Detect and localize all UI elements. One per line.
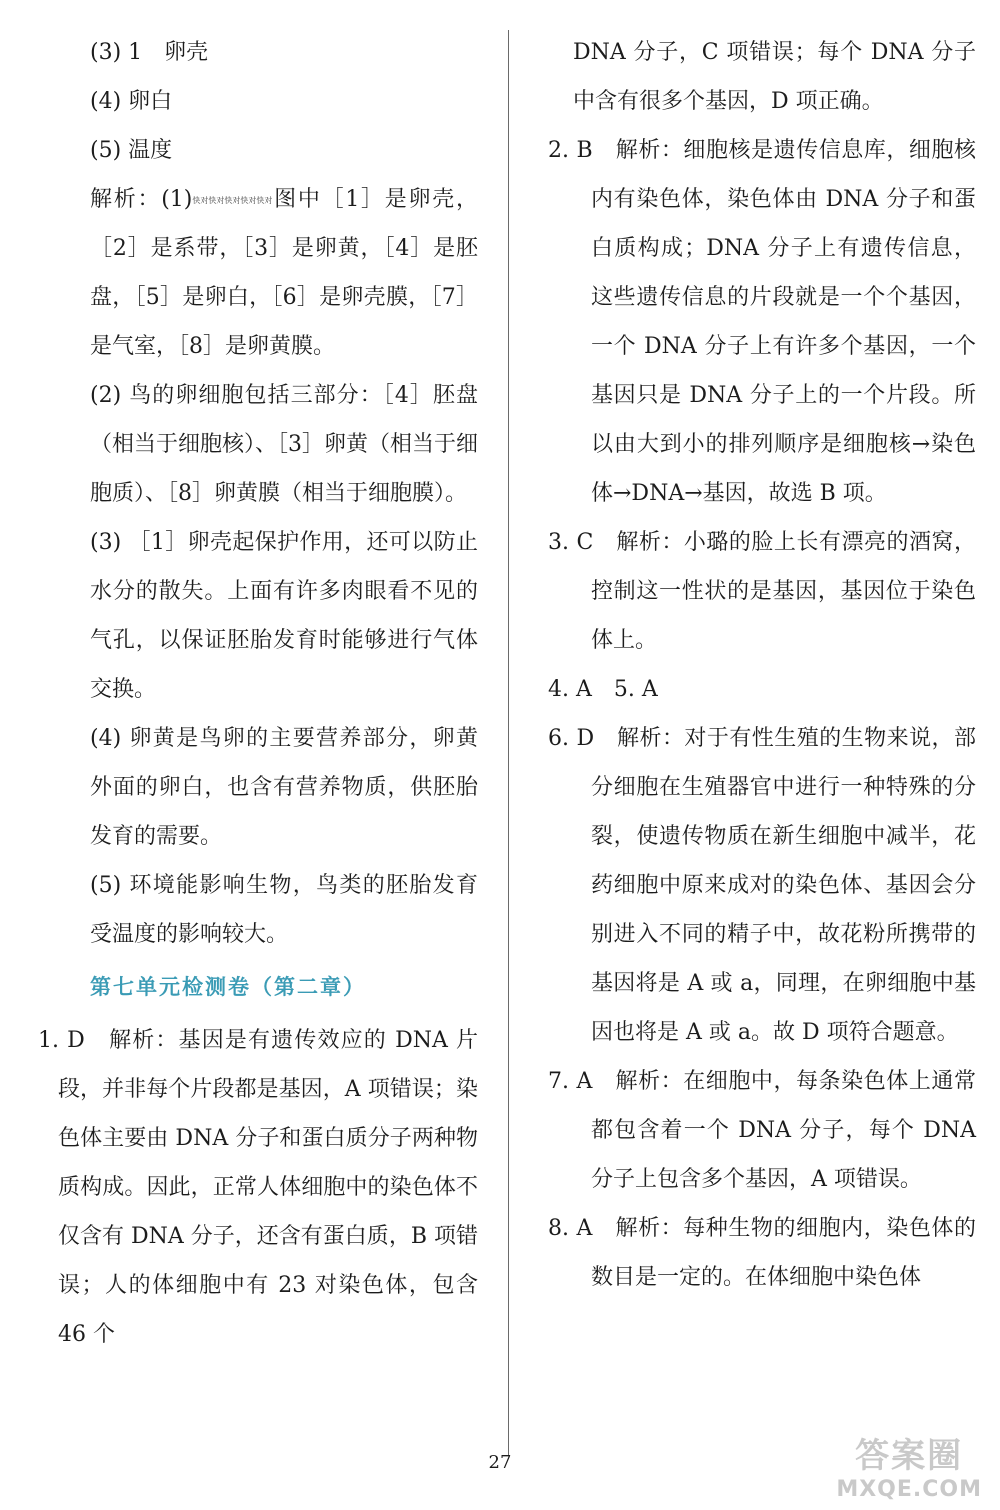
answer-line-3: (3) 1 卵壳 [90,40,209,65]
explanation-rest: 图中［1］是卵壳，［2］是系带，［3］是卵黄，［4］是胚盘，［5］是卵白，［6］是卵壳膜，［7］是气室，［8］是卵黄膜。 [90,187,478,359]
watermark-stamp: 快对快对快对快对快对 [192,195,273,205]
explanation-intro: 解析：(1) [90,187,193,212]
watermark-line-1: 答案圈 [855,1436,964,1476]
watermark-line-2: MXQE.COM [836,1477,982,1502]
question-4-5: 4. A 5. A [548,677,658,702]
answer-line-4: (4) 卵白 [90,89,173,114]
explanation-para-3: (3) ［1］卵壳起保护作用，还可以防止水分的散失。上面有许多肉眼看不见的气孔，以保证胚胎发育时能够进行气体交换。 [90,530,478,702]
question-8: 8. A 解析：每种生物的细胞内，染色体的数目是一定的。在体细胞中染色体 [548,1216,976,1290]
right-column [530,28,976,1302]
explanation-para-2: (2) 鸟的卵细胞包括三部分：［4］胚盘（相当于细胞核）、［3］卵黄（相当于细胞质）、［8］卵黄膜（相当于细胞膜）。 [90,383,478,506]
page-number: 27 [488,1452,512,1473]
explanation-para-4: (4) 卵黄是鸟卵的主要营养部分，卵黄外面的卵白，也含有营养物质，供胚胎发育的需要。 [90,726,478,849]
question-1: 1. D 解析：基因是有遗传效应的 DNA 片段，并非每个片段都是基因，A 项错误；染色体主要由 DNA 分子和蛋白质分子两种物质构成。因此，正常人体细胞中的染色体不仅含有 DNA 分子，还含有蛋白质，B 项错误；人的体细胞中有 23 对染色体，包含 46 个 [38,1028,478,1347]
question-1-continued: DNA 分子，C 项错误；每个 DNA 分子中含有很多个基因，D 项正确。 [573,40,976,114]
left-column [38,28,478,1359]
question-3: 3. C 解析：小璐的脸上长有漂亮的酒窝，控制这一性状的是基因，基因位于染色体上。 [548,530,976,653]
watermark-logo [836,1428,982,1502]
question-7: 7. A 解析：在细胞中，每条染色体上通常都包含着一个 DNA 分子，每个 DNA 分子上包含多个基因，A 项错误。 [548,1069,976,1192]
section-title: 第七单元检测卷（第二章） [90,975,366,999]
column-divider [508,30,509,1455]
answer-line-5: (5) 温度 [90,138,173,163]
question-6: 6. D 解析：对于有性生殖的生物来说，部分细胞在生殖器官中进行一种特殊的分裂，使遗传物质在新生细胞中减半，花药细胞中原来成对的染色体、基因会分别进入不同的精子中，故花粉所携带的基因将是 A 或 a，同理，在卵细胞中基因也将是 A 或 a。故 D 项符合题意。 [548,726,976,1045]
question-2: 2. B 解析：细胞核是遗传信息库，细胞核内有染色体，染色体由 DNA 分子和蛋白质构成；DNA 分子上有遗传信息，这些遗传信息的片段就是一个个基因，一个 DNA 分子上有许多个基因，一个基因只是 DNA 分子上的一个片段。所以由大到小的排列顺序是细胞核→染色体→DNA→基因，故选 B 项。 [548,138,976,506]
explanation-para-5: (5) 环境能影响生物，鸟类的胚胎发育受温度的影响较大。 [90,873,478,947]
explanation-para-1 [48,175,478,371]
